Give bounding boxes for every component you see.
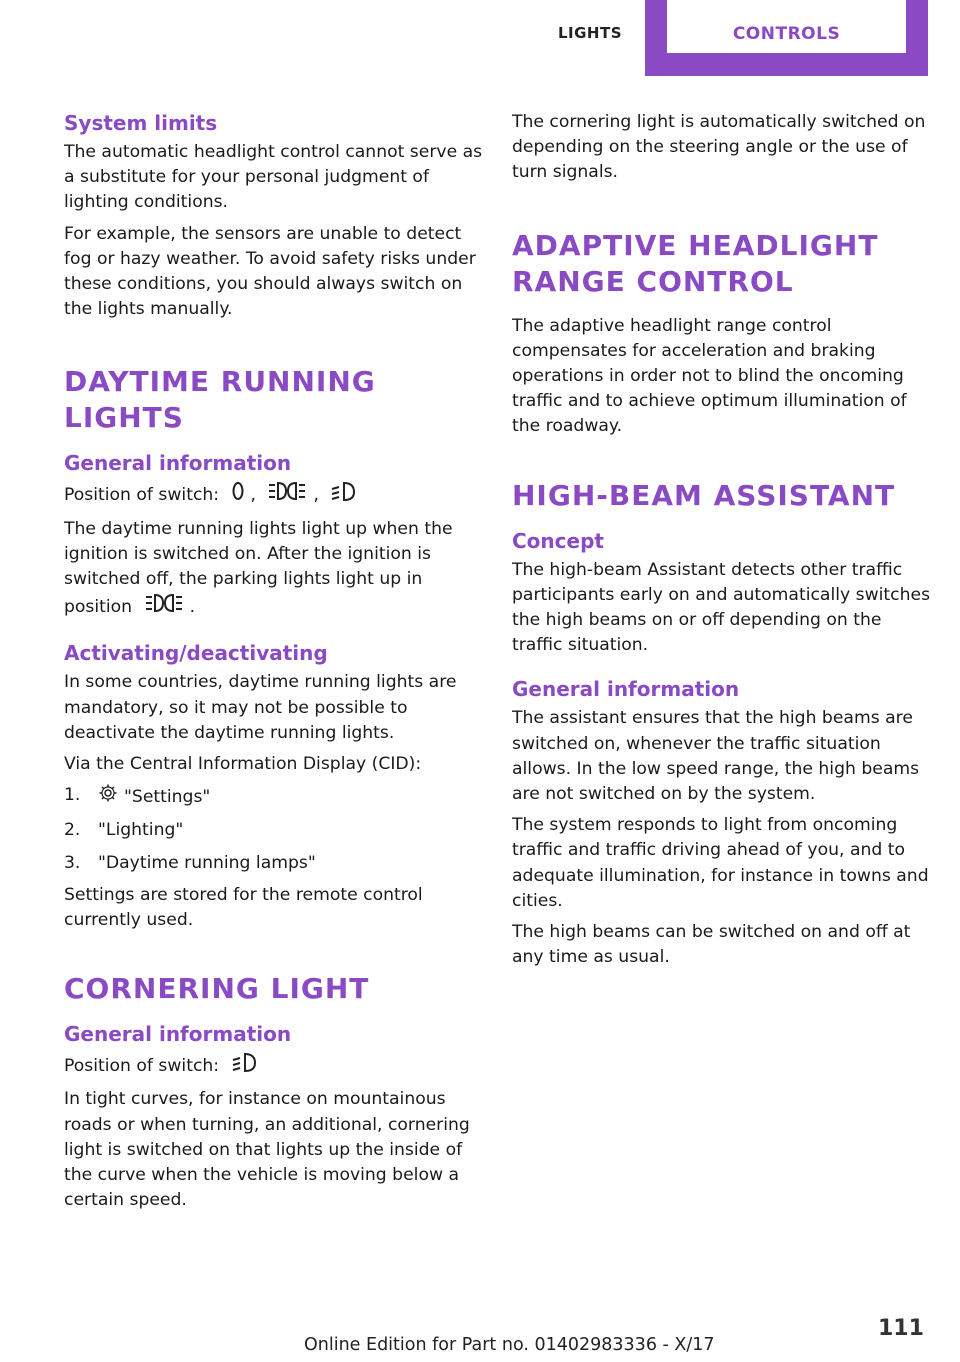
gear-icon [98, 783, 118, 811]
cornering-position-label: Position of switch: [64, 1056, 220, 1077]
highbeam-heading: HIGH-BEAM ASSISTANT [512, 478, 896, 512]
edition-footer: Online Edition for Part no. 01402983336 - X/17 [304, 1335, 715, 1355]
step-text: "Daytime running lamps" [98, 852, 316, 873]
list-item [64, 818, 484, 843]
daytime-p1-text: The daytime running lights light up when the ignition is switched on. After the ignition is switched off, the parking lights light up in position [64, 518, 453, 618]
period: . [189, 597, 196, 618]
concept-heading: Concept [512, 528, 604, 553]
settings-steps [64, 783, 484, 876]
low-beam-icon [330, 480, 356, 510]
page-number: 111 [878, 1316, 924, 1341]
highbeam-p1: The high-beam Assistant detects other traffic participants early on and automatically switches the high beams on or off depending on the traffic situation. [512, 559, 931, 656]
cornering-heading: CORNERING LIGHT [64, 972, 370, 1006]
daytime-position-line [64, 480, 484, 510]
separator: , [250, 485, 257, 506]
system-limits-heading: System limits [64, 111, 218, 135]
daytime-p4: Settings are stored for the remote control currently used. [64, 884, 423, 931]
parking-lights-icon [267, 480, 307, 510]
switch-off-icon [231, 481, 245, 509]
step-text: "Settings" [124, 787, 211, 808]
step-content [98, 783, 210, 811]
step-number: 3. [64, 852, 81, 873]
chapter-tab [645, 0, 928, 76]
separator: , [313, 485, 319, 506]
cornering-p1: In tight curves, for instance on mountainous roads or when turning, an additional, cornering light is switched on that lights up the inside of the curve when the vehicle is moving below a certain speed. [64, 1089, 470, 1211]
daytime-p1 [64, 517, 484, 623]
highbeam-p2: The assistant ensures that the high beams are switched on, whenever the traffic situation allows. In the low speed range, the high beams are not switched on by the system. [512, 708, 920, 805]
page-header [0, 0, 960, 80]
step-number: 2. [64, 820, 81, 841]
left-column [64, 110, 484, 1219]
cornering-continued: The cornering light is automatically switched on depending on the steering angle or the use of turn signals. [512, 112, 926, 183]
daytime-heading: DAYTIME RUNNING LIGHTS [64, 365, 376, 435]
low-beam-icon [231, 1051, 257, 1081]
step-text: "Lighting" [98, 820, 184, 841]
highbeam-p3: The system responds to light from oncoming traffic and traffic driving ahead of you, and to adequate illumination, for instance in towns and cities. [512, 815, 929, 911]
system-limits-p2: For example, the sensors are unable to detect fog or hazy weather. To avoid safety risks under these conditions, you should always switch on the lights manually. [64, 223, 476, 320]
daytime-p2: In some countries, daytime running lights are mandatory, so it may not be possible to deactivate the daytime running lights. [64, 672, 457, 743]
activating-heading: Activating/deactivating [64, 641, 328, 666]
cornering-general-heading: General information [64, 1022, 292, 1047]
list-item [64, 783, 484, 811]
daytime-p3: Via the Central Information Display (CID): [64, 754, 422, 775]
cornering-position-line [64, 1051, 484, 1081]
section-label: LIGHTS [557, 24, 623, 42]
system-limits-p1: The automatic headlight control cannot serve as a substitute for your personal judgment of lighting conditions. [64, 142, 483, 213]
highbeam-general-heading: General information [512, 677, 740, 702]
daytime-position-label: Position of switch: [64, 485, 220, 506]
chapter-label: CONTROLS [667, 0, 906, 53]
list-item [64, 851, 484, 876]
highbeam-p4: The high beams can be switched on and off at any time as usual. [512, 922, 911, 968]
right-column [512, 110, 932, 976]
step-number: 1. [64, 785, 81, 806]
daytime-general-heading: General information [64, 451, 292, 476]
adaptive-p1: The adaptive headlight range control compensates for acceleration and braking operations in order not to blind the oncoming traffic and to achieve optimum illumination of the roadway. [512, 315, 907, 437]
parking-lights-icon [144, 592, 184, 622]
adaptive-heading: ADAPTIVE HEADLIGHT RANGE CONTROL [512, 228, 879, 298]
